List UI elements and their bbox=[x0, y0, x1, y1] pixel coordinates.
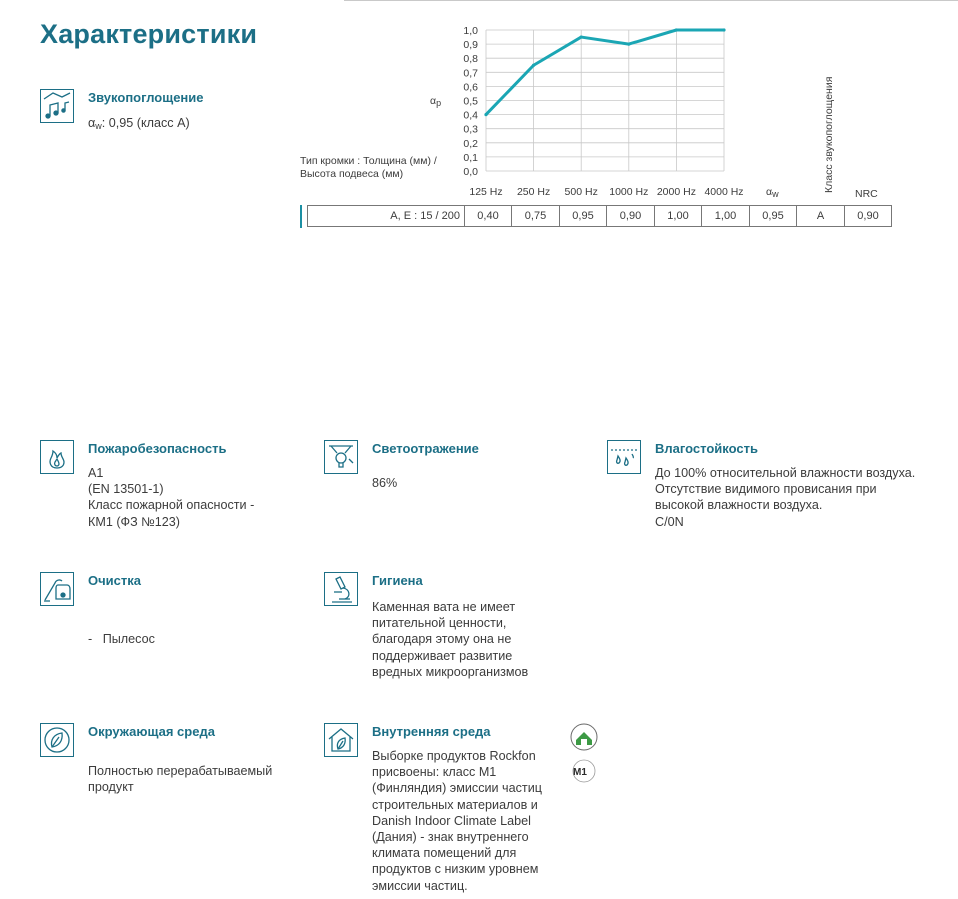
indoor-title: Внутренняя среда bbox=[372, 724, 491, 739]
microscope-icon bbox=[324, 572, 358, 606]
chart-point bbox=[675, 28, 678, 31]
indoor-line: Danish Indoor Climate Label bbox=[372, 813, 531, 828]
sound-value-text: : 0,95 (класс А) bbox=[101, 116, 190, 130]
humidity-line: До 100% относительной влажности воздуха. bbox=[655, 466, 916, 480]
m1-label-logo bbox=[566, 758, 602, 784]
chart-xtick-label: 4000 Hz bbox=[704, 186, 744, 198]
indoor-line: строительных материалов и bbox=[372, 797, 538, 812]
fire-line: (EN 13501-1) bbox=[88, 482, 164, 497]
table-cell-500: 0,95 bbox=[560, 206, 607, 227]
sound-title: Звукопоглощение bbox=[88, 90, 204, 105]
environment-title: Окружающая среда bbox=[88, 724, 215, 739]
chart-ytick-label: 0,7 bbox=[463, 67, 478, 80]
table-cell-2000: 1,00 bbox=[655, 206, 702, 227]
chart-ylabel bbox=[430, 95, 441, 108]
indoor-line: (Дания) - знак внутреннего bbox=[372, 830, 529, 845]
indoor-climate-label-logo bbox=[566, 722, 602, 752]
chart-point bbox=[484, 113, 487, 116]
environment-body bbox=[88, 763, 308, 795]
chart-ytick-label: 0,3 bbox=[463, 123, 478, 136]
indoor-line: продуктов с низким уровнем bbox=[372, 862, 539, 877]
chart-ytick-label: 0,0 bbox=[463, 166, 478, 178]
table-cell-125: 0,40 bbox=[465, 206, 512, 227]
chart-ytick-label: 0,1 bbox=[463, 151, 478, 164]
humidity-title: Влагостойкость bbox=[655, 441, 758, 456]
indoor-line: присвоены: класс M1 bbox=[372, 765, 497, 780]
alpha-sub: w bbox=[95, 121, 102, 131]
chart-point bbox=[722, 28, 725, 31]
humidity-line: высокой влажности воздуха. bbox=[655, 498, 823, 513]
chart-point bbox=[627, 43, 630, 46]
chart-series-line bbox=[486, 30, 724, 115]
hygiene-body bbox=[372, 599, 592, 680]
humidity-line: C/0N bbox=[655, 514, 684, 529]
table-row bbox=[308, 206, 892, 227]
chart-ytick-label: 1,0 bbox=[463, 25, 478, 37]
top-divider bbox=[344, 0, 958, 1]
page-title: Характеристики bbox=[40, 19, 258, 49]
table-cell-250: 0,75 bbox=[512, 206, 560, 227]
table-cell-edge: A, E : 15 / 200 bbox=[308, 206, 465, 227]
flame-icon bbox=[40, 440, 74, 474]
table-accent-bar bbox=[300, 205, 302, 228]
hygiene-line: питательной ценности, bbox=[372, 616, 507, 631]
table-cell-4000: 1,00 bbox=[702, 206, 750, 227]
fire-line: КМ1 (ФЗ №123) bbox=[88, 514, 180, 529]
house-leaf-icon bbox=[324, 723, 358, 757]
chart-ytick-label: 0,6 bbox=[463, 81, 478, 94]
indoor-line: климата помещений для bbox=[372, 846, 517, 861]
light-line: 86% bbox=[372, 476, 398, 490]
cleaning-body bbox=[88, 599, 288, 680]
chart-ytick-label: 0,8 bbox=[463, 53, 478, 66]
chart-xtick-label: 2000 Hz bbox=[656, 186, 696, 198]
table-edge-label: Тип кромки : Толщина (мм) / Высота подвеса (мм) bbox=[300, 155, 437, 180]
table-cell-aw: 0,95 bbox=[750, 206, 797, 227]
indoor-line: Выборке продуктов Rockfon bbox=[372, 749, 536, 763]
chart-ytick-label: 0,9 bbox=[463, 39, 478, 52]
hygiene-title: Гигиена bbox=[372, 573, 423, 588]
chart-xtick-label: 250 Hz bbox=[516, 186, 551, 198]
vacuum-icon bbox=[40, 572, 74, 606]
fire-title: Пожаробезопасность bbox=[88, 441, 227, 456]
chart-ytick-label: 0,2 bbox=[463, 137, 478, 150]
table-cell-nrc: 0,90 bbox=[845, 206, 892, 227]
nrc-header: NRC bbox=[855, 188, 878, 200]
fire-line: Класс пожарной опасности - bbox=[88, 498, 255, 513]
chart-point bbox=[580, 35, 583, 38]
indoor-line: эмиссии частиц. bbox=[372, 878, 468, 893]
chart-ylabel-symbol: α bbox=[430, 95, 437, 107]
chart-ytick-label: 0,5 bbox=[463, 95, 478, 108]
light-body bbox=[372, 475, 572, 491]
chart-ylabel-sub: p bbox=[436, 98, 442, 108]
class-label-vertical: Класс звукопоглощения bbox=[823, 76, 835, 193]
m1-label-text: M1 bbox=[573, 767, 587, 778]
alpha-symbol: α bbox=[88, 116, 96, 130]
table-cell-1000: 0,90 bbox=[607, 206, 655, 227]
leaf-icon bbox=[40, 723, 74, 757]
environment-line: Полностью перерабатываемый bbox=[88, 764, 273, 778]
indoor-body bbox=[372, 748, 592, 894]
chart-xtick-label: 125 Hz bbox=[469, 186, 503, 198]
hygiene-line: поддерживает развитие bbox=[372, 648, 513, 663]
aw-header bbox=[766, 186, 779, 199]
table-cell-class: A bbox=[797, 206, 845, 227]
droplets-icon bbox=[607, 440, 641, 474]
indoor-line: (Финляндия) эмиссии частиц bbox=[372, 781, 542, 796]
lightbulb-icon bbox=[324, 440, 358, 474]
hygiene-line: Каменная вата не имеет bbox=[372, 600, 516, 614]
aw-header-symbol: α bbox=[766, 186, 773, 198]
cleaning-title: Очистка bbox=[88, 573, 141, 588]
chart-xtick-label: 1000 Hz bbox=[609, 186, 649, 198]
fire-body bbox=[88, 465, 288, 530]
chart-xtick-label: 500 Hz bbox=[564, 186, 598, 198]
humidity-body bbox=[655, 465, 955, 530]
sound-value bbox=[88, 115, 190, 134]
chart-ytick-label: 0,4 bbox=[463, 109, 478, 122]
fire-line: A1 bbox=[88, 466, 104, 480]
aw-header-sub: w bbox=[772, 189, 779, 199]
chart-point bbox=[532, 64, 535, 67]
hygiene-line: благодаря этому она не bbox=[372, 632, 512, 647]
light-title: Светоотражение bbox=[372, 441, 479, 456]
hygiene-line: вредных микроорганизмов bbox=[372, 664, 529, 679]
environment-line: продукт bbox=[88, 780, 134, 795]
absorption-table bbox=[307, 205, 892, 227]
humidity-line: Отсутствие видимого провисания при bbox=[655, 482, 877, 497]
music-notes-icon bbox=[40, 89, 74, 123]
cleaning-line: - Пылесос bbox=[88, 632, 155, 647]
